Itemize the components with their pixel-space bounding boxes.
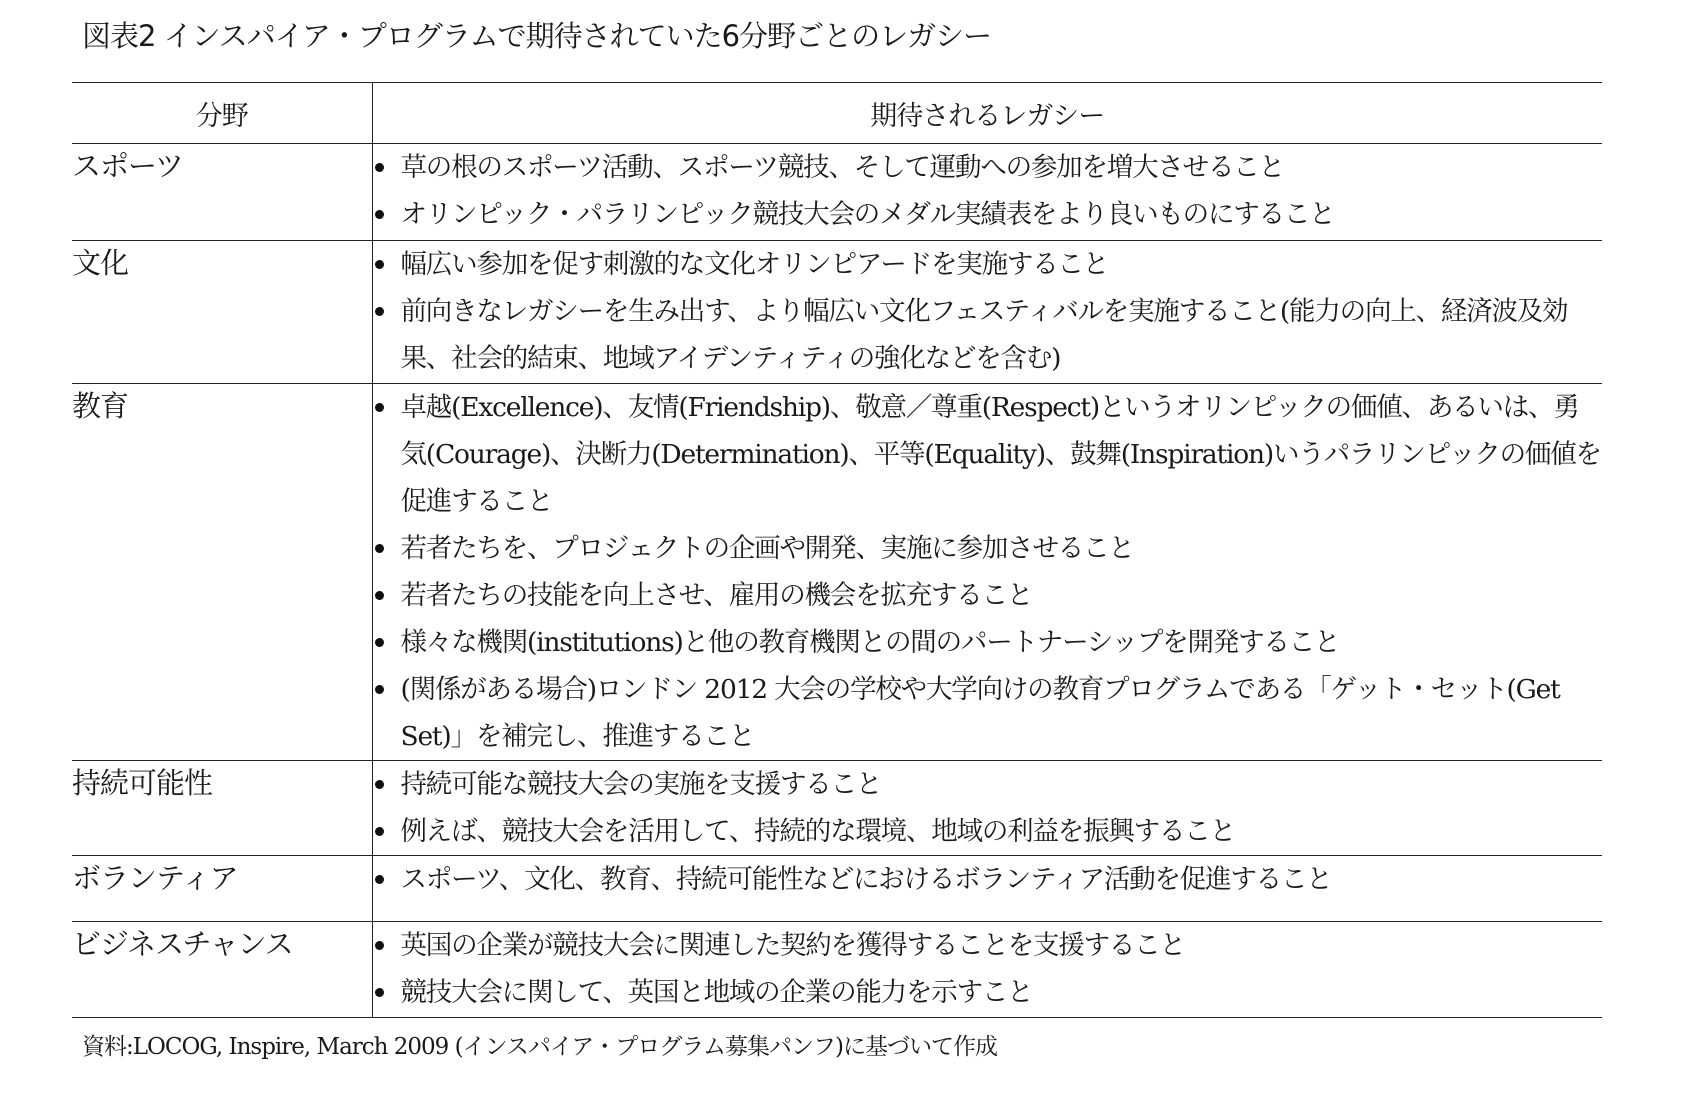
legacy-list (373, 922, 1603, 1016)
legacy-list (373, 384, 1603, 760)
bullet-icon (375, 403, 384, 412)
figure-title: 図表2 インスパイア・プログラムで期待されていた6分野ごとのレガシー (82, 19, 992, 53)
table-row (72, 922, 1602, 1018)
list-item (373, 144, 1603, 191)
legacy-cell (372, 856, 1602, 922)
item-text: 様々な機関(institutions)と他の教育機関との間のパートナーシップを開発すること (400, 627, 1340, 658)
legacy-table (72, 82, 1602, 1018)
field-cell: ボランティア (72, 856, 372, 922)
list-item (373, 241, 1603, 288)
legacy-list (373, 761, 1603, 855)
legacy-cell (372, 241, 1602, 384)
bullet-icon (375, 638, 384, 647)
item-text: 競技大会に関して、英国と地域の企業の能力を示すこと (400, 977, 1033, 1008)
bullet-icon (375, 260, 384, 269)
legacy-list (373, 856, 1603, 903)
table-row (72, 856, 1602, 922)
field-cell: スポーツ (72, 144, 372, 241)
field-cell: 持続可能性 (72, 761, 372, 856)
legacy-list (373, 144, 1603, 238)
item-text: (関係がある場合)ロンドン 2012 大会の学校や大学向けの教育プログラムである「ゲット・セット(Get Set)」を補完し、推進すること (400, 674, 1560, 752)
header-field: 分野 (72, 83, 372, 144)
item-text: オリンピック・パラリンピック競技大会のメダル実績表をより良いものにすること (400, 199, 1335, 230)
bullet-icon (375, 827, 384, 836)
bullet-icon (375, 941, 384, 950)
bullet-icon (375, 780, 384, 789)
list-item (373, 572, 1603, 619)
table-row (72, 761, 1602, 856)
header-legacy: 期待されるレガシー (372, 83, 1602, 144)
list-item (373, 666, 1603, 760)
list-item (373, 808, 1603, 855)
item-text: 卓越(Excellence)、友情(Friendship)、敬意／尊重(Respect)というオリンピックの価値、あるいは、勇気(Courage)、決断力(Determination)、平等(Equality)、鼓舞(Inspiration)いうパラリンピックの価値を促進すること (400, 392, 1601, 517)
legacy-list (373, 241, 1603, 382)
list-item (373, 761, 1603, 808)
list-item (373, 384, 1603, 525)
table-row (72, 144, 1602, 241)
bullet-icon (375, 163, 384, 172)
item-text: 英国の企業が競技大会に関連した契約を獲得することを支援すること (400, 930, 1185, 961)
item-text: 幅広い参加を促す刺激的な文化オリンピアードを実施すること (400, 249, 1109, 280)
table-row (72, 241, 1602, 384)
list-item (373, 619, 1603, 666)
bullet-icon (375, 988, 384, 997)
source-note: 資料:LOCOG, Inspire, March 2009 (インスパイア・プログラム募集パンフ)に基づいて作成 (82, 1034, 997, 1060)
bullet-icon (375, 685, 384, 694)
list-item (373, 969, 1603, 1016)
field-cell: ビジネスチャンス (72, 922, 372, 1018)
field-cell: 文化 (72, 241, 372, 384)
item-text: 例えば、競技大会を活用して、持続的な環境、地域の利益を振興すること (400, 816, 1235, 847)
list-item (373, 191, 1603, 238)
item-text: スポーツ、文化、教育、持続可能性などにおけるボランティア活動を促進すること (400, 864, 1332, 895)
list-item (373, 288, 1603, 382)
list-item (373, 856, 1603, 903)
bullet-icon (375, 544, 384, 553)
legacy-cell (372, 922, 1602, 1018)
item-text: 草の根のスポーツ活動、スポーツ競技、そして運動への参加を増大させること (400, 152, 1284, 183)
item-text: 若者たちを、プロジェクトの企画や開発、実施に参加させること (400, 533, 1134, 564)
bullet-icon (375, 307, 384, 316)
item-text: 持続可能な競技大会の実施を支援すること (400, 769, 882, 800)
legacy-cell (372, 761, 1602, 856)
list-item (373, 525, 1603, 572)
table-header-row (72, 83, 1602, 144)
table-row (72, 384, 1602, 761)
bullet-icon (375, 591, 384, 600)
item-text: 前向きなレガシーを生み出す、より幅広い文化フェスティバルを実施すること(能力の向上、経済波及効果、社会的結束、地域アイデンティティの強化などを含む) (400, 296, 1568, 374)
field-cell: 教育 (72, 384, 372, 761)
legacy-cell (372, 384, 1602, 761)
bullet-icon (375, 875, 384, 884)
item-text: 若者たちの技能を向上させ、雇用の機会を拡充すること (400, 580, 1033, 611)
legacy-cell (372, 144, 1602, 241)
bullet-icon (375, 210, 384, 219)
list-item (373, 922, 1603, 969)
